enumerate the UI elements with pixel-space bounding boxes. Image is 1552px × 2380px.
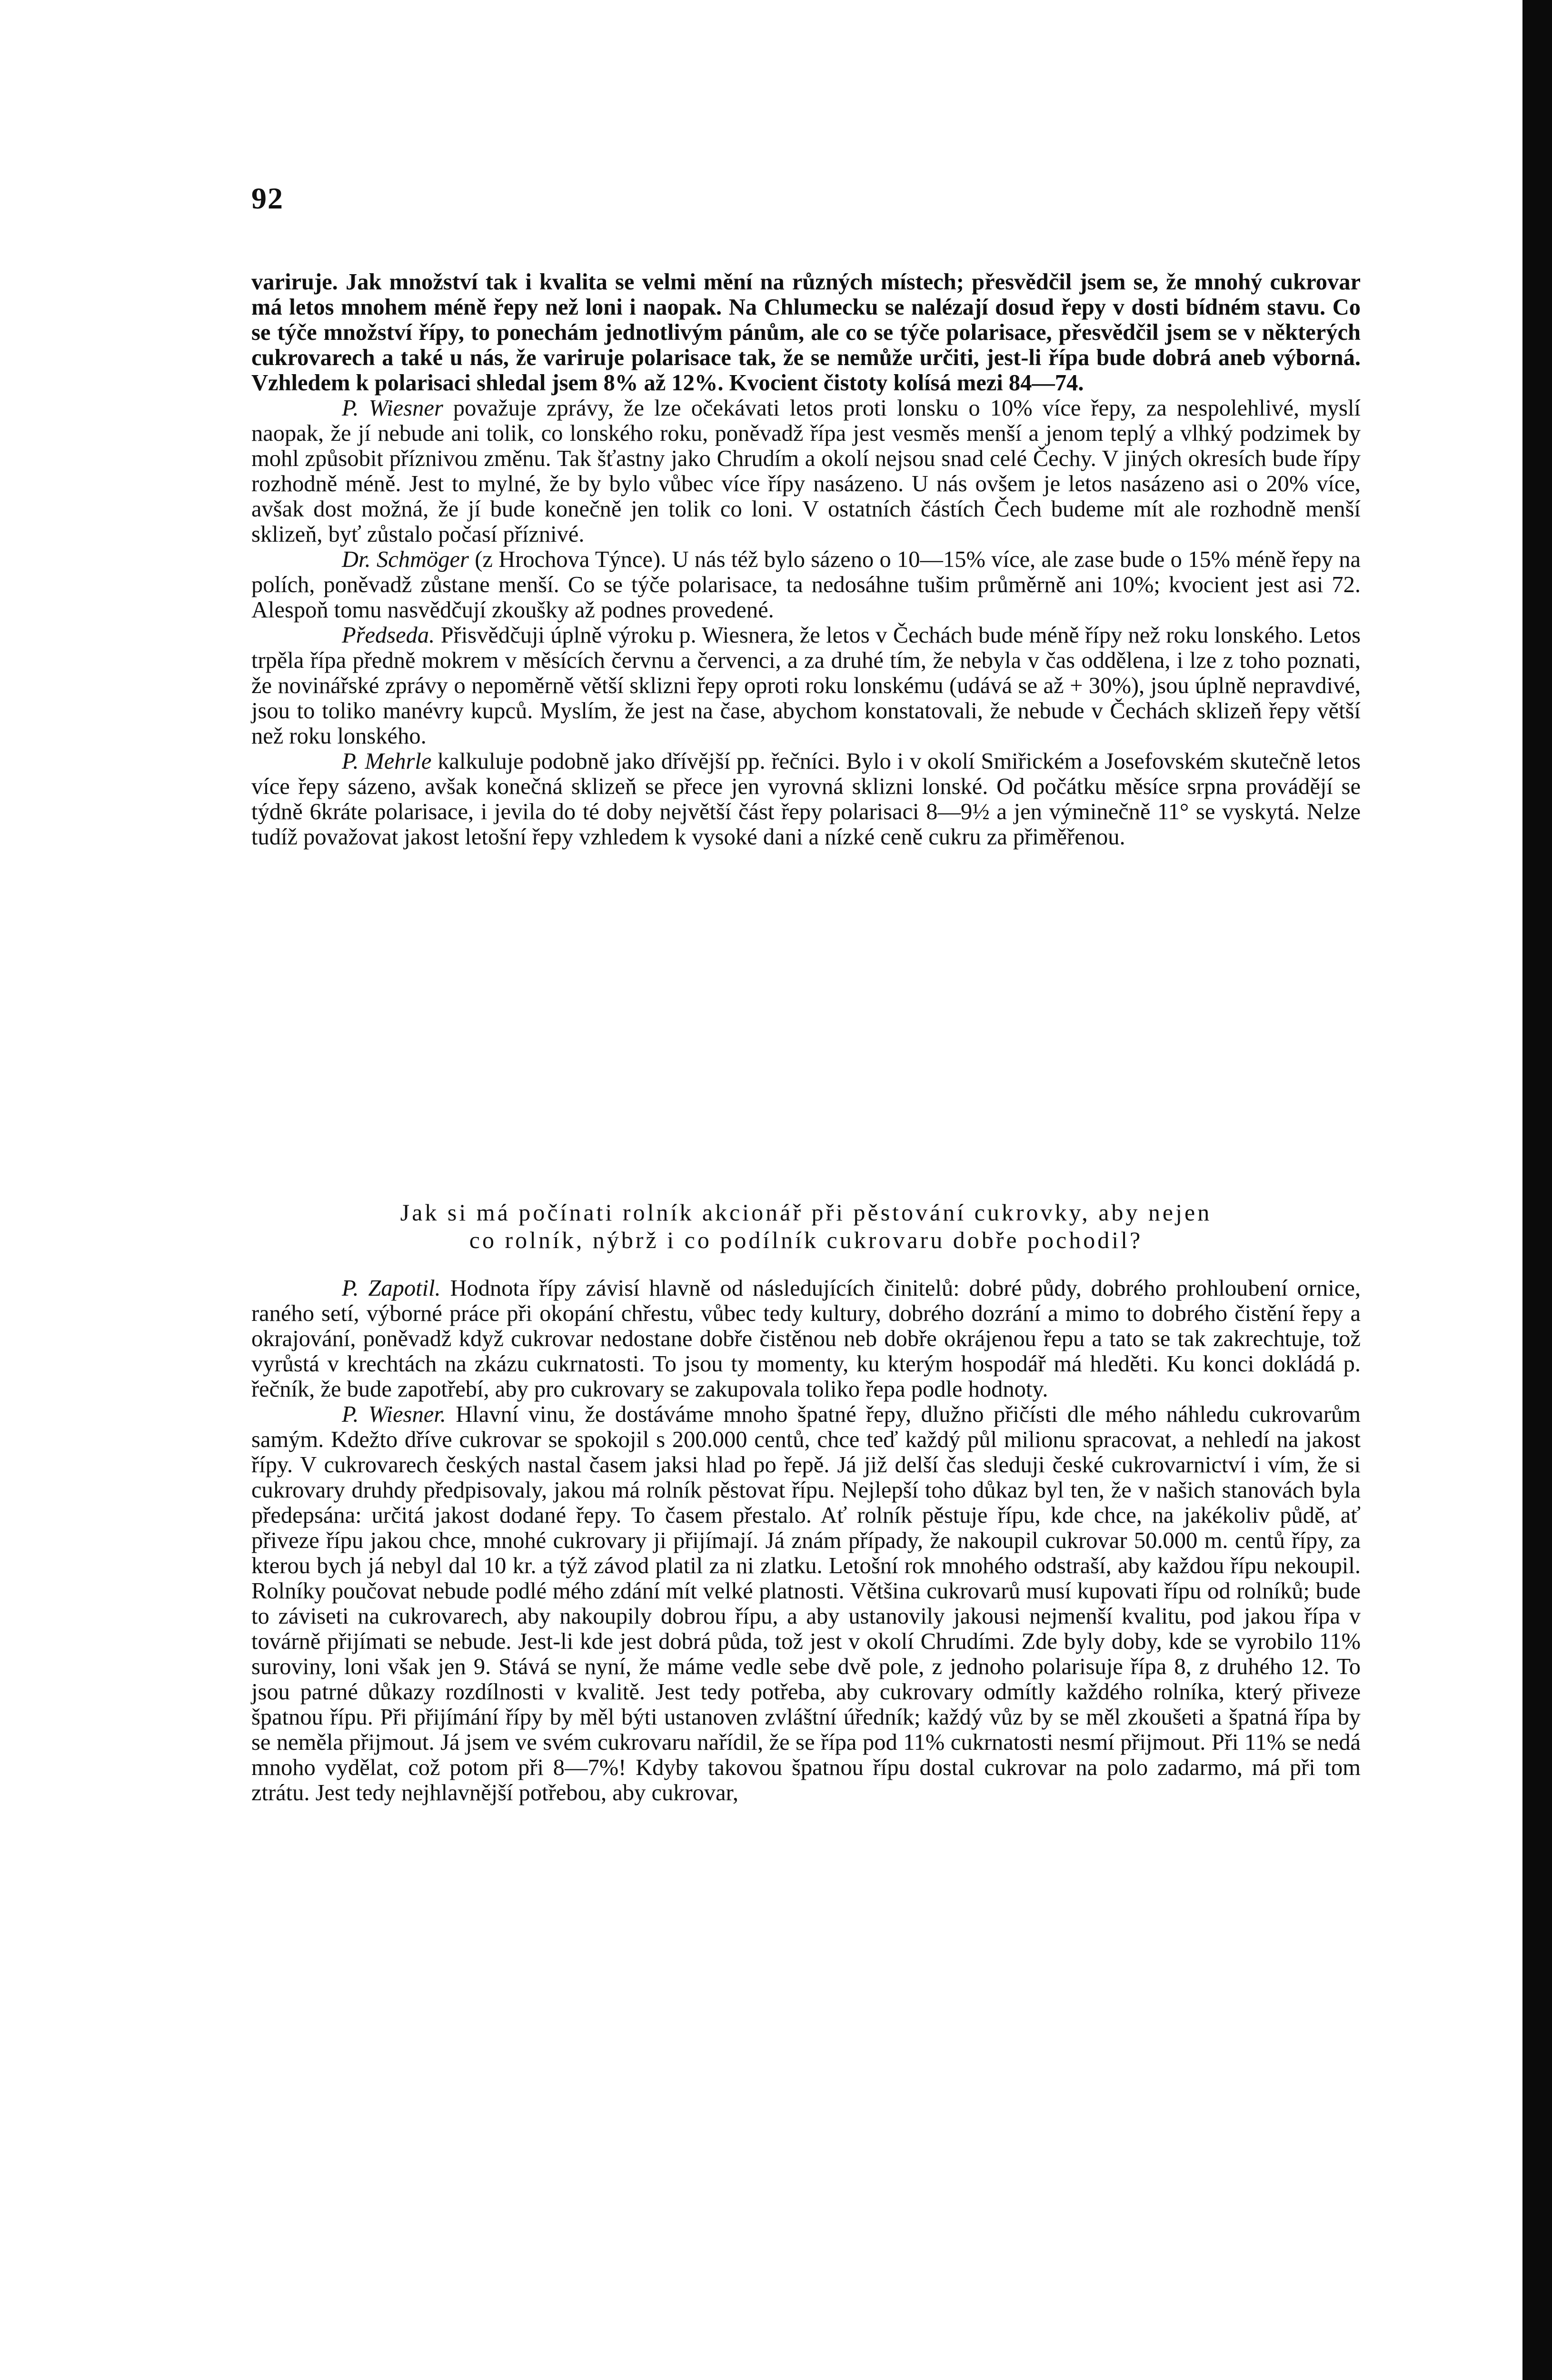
page-number: 92 — [251, 181, 284, 215]
speaker-name: Dr. Schmöger — [342, 547, 469, 572]
paragraph-zapotil: P. Zapotil. Hodnota řípy závisí hlavně od následujících činitelů: dobré půdy, dobrého prohloubení ornice, raného setí, výborné práce při okopání chřestu, vůbec tedy kultury, dobrého dozrání a mimo to dobrého čistění řepy a okrajování, poněvadž když cukrovar nedostane dobře čistěnou neb dobře okrájenou řepu a tato se tak zakrechtuje, tož vyrůstá v krechtách na zkázu cukrnatosti. To jsou ty momenty, ku kterým hospodář má hleděti. Ku konci dokládá p. řečník, že bude zapotřebí, aby pro cukrovary se zakupovala toliko řepa podle hodnoty. — [251, 1276, 1361, 1402]
section-heading — [251, 1199, 1361, 1254]
speaker-name: P. Zapotil. — [342, 1276, 441, 1301]
speaker-name: P. Wiesner. — [342, 1402, 446, 1427]
speaker-name: P. Mehrle — [342, 749, 432, 774]
discussion-block — [251, 269, 1361, 850]
paragraph-schmoger: Dr. Schmöger (z Hrochova Týnce). U nás též bylo sázeno o 10—15% více, ale zase bude o 15% méně řepy na polích, poněvadž zůstane menší. Co se týče polarisace, ta nedosáhne tušim průměrně ani 10%; kvocient jest asi 72. Alespoň tomu nasvědčují zkoušky až podnes provedené. — [251, 547, 1361, 623]
heading-line-1: Jak si má počínati rolník akcionář při pěstování cukrovky, aby nejen — [400, 1199, 1212, 1226]
paragraph-mehrle: P. Mehrle kalkuluje podobně jako dřívější pp. řečníci. Bylo i v okolí Smiřickém a Josefovském skutečně letos více řepy sázeno, avšak konečná sklizeň se přece jen vyrovná sklizni lonské. Od počátku měsíce srpna provádějí se týdně 6kráte polarisace, i jevila do té doby největší část řepy polarisaci 8—9½ a jen výminečně 11° se vyskytá. Nelze tudíž považovat jakost letošní řepy vzhledem k vysoké dani a nízké ceně cukru za přiměřenou. — [251, 749, 1361, 850]
speaker-name: Předseda. — [342, 623, 435, 648]
speaker-name: P. Wiesner — [342, 396, 443, 421]
scan-edge-shadow — [1522, 0, 1552, 2380]
paragraph-wiesner-2: P. Wiesner. Hlavní vinu, že dostáváme mnoho špatné řepy, dlužno přičísti dle mého náhledu cukrovarům samým. Kdežto dříve cukrovar se spokojil s 200.000 centů, chce teď každý půl milionu spracovat, a nehledí na jakost řípy. V cukrovarech českých nastal časem jaksi hlad po řepě. Já již delší čas sleduji české cukrovarnictví i vím, že si cukrovary druhdy předpisovaly, jakou má rolník pěstovat řípu. Nejlepší toho důkaz byl ten, že v našich stanovách byla předepsána: určitá jakost dodané řepy. To časem přestalo. Ať rolník pěstuje řípu, kde chce, na jakékoliv půdě, ať přiveze řípu jakou chce, mnohé cukrovary ji přijímají. Já znám případy, že nakoupil cukrovar 50.000 m. centů řípy, za kterou bych já nebyl dal 10 kr. a týž závod platil za ni zlatku. Letošní rok mnohého odstraší, aby každou řípu nekoupil. Rolníky poučovat nebude podlé mého zdání mít velké platnosti. Většina cukrovarů musí kupovati řípu od rolníků; bude to záviseti na cukrovarech, aby nakoupily dobrou řípu, a aby ustanovily jakousi nejmenší kvalitu, pod jakou řípa v továrně přijímati se nebude. Jest-li kde jest dobrá půda, tož jest v okolí Chrudími. Zde byly doby, kde se vyrobilo 11% suroviny, loni však jen 9. Stává se nyní, že máme vedle sebe dvě pole, z jednoho polarisuje řípa 8, z druhého 12. To jsou patrné důkazy rozdílnosti v kvalitě. Jest tedy potřeba, aby cukrovary odmítly každého rolníka, který přiveze špatnou řípu. Při přijímání řípy by měl býti ustanoven zvláštní úředník; každý vůz by se měl zkoušeti a špatná řípa by se neměla přijmout. Já jsem ve svém cukrovaru nařídil, že se řípa pod 11% cukrnatosti nesmí přijmout. Při 11% se nedá mnoho vydělat, což potom při 8—7%! Kdyby takovou špatnou řípu dostal cukrovar na polo zadarmo, má při tom ztrátu. Jest tedy nejhlavnější potřebou, aby cukrovar, — [251, 1402, 1361, 1805]
paragraph-variruje: variruje. Jak množství tak i kvalita se velmi mění na různých místech; přesvědčil jsem se, že mnohý cukrovar má letos mnohem méně řepy než loni i naopak. Na Chlumecku se nalézají dosud řepy v dosti bídném stavu. Co se týče množství řípy, to ponechám jednotlivým pánům, ale co se týče polarisace, přesvědčil jsem se v některých cukrovarech a také u nás, že variruje polarisace tak, že se nemůže určiti, jest-li řípa bude dobrá aneb výborná. Vzhledem k polarisaci shledal jsem 8% až 12%. Kvocient čistoty kolísá mezi 84—74. — [251, 269, 1361, 396]
paragraph-wiesner: P. Wiesner považuje zprávy, že lze očekávati letos proti lonsku o 10% více řepy, za nespolehlivé, myslí naopak, že jí nebude ani tolik, co lonského roku, poněvadž řípa jest vesměs menší a jenom teplý a vlhký podzimek by mohl způsobit příznivou změnu. Tak šťastny jako Chrudím a okolí nejsou snad celé Čechy. V jiných okresích bude řípy rozhodně méně. Jest to mylné, že by bylo vůbec více řípy nasázeno. U nás ovšem je letos nasázeno asi o 20% více, avšak dost možná, že jí bude konečně jen tolik co loni. V ostatních částích Čech budeme mít ale rozhodně menší sklizeň, byť zůstalo počasí příznivé. — [251, 396, 1361, 547]
discussion-block-2 — [251, 1276, 1361, 1805]
heading-line-2: co rolník, nýbrž i co podílník cukrovaru dobře pochodil? — [469, 1227, 1143, 1253]
paragraph-predseda: Předseda. Přisvědčuji úplně výroku p. Wiesnera, že letos v Čechách bude méně řípy než roku lonského. Letos trpěla řípa předně mokrem v měsících červnu a červenci, a za druhé tím, že nebyla v čas oddělena, i lze z toho poznati, že novinářské zprávy o nepoměrně větší sklizni řepy oproti roku lonskému (udává se až + 30%), jsou úplně nepravdivé, jsou to toliko manévry kupců. Myslím, že jest na čase, abychom konstatovali, že nebude v Čechách sklizeň řepy větší než roku lonského. — [251, 623, 1361, 749]
